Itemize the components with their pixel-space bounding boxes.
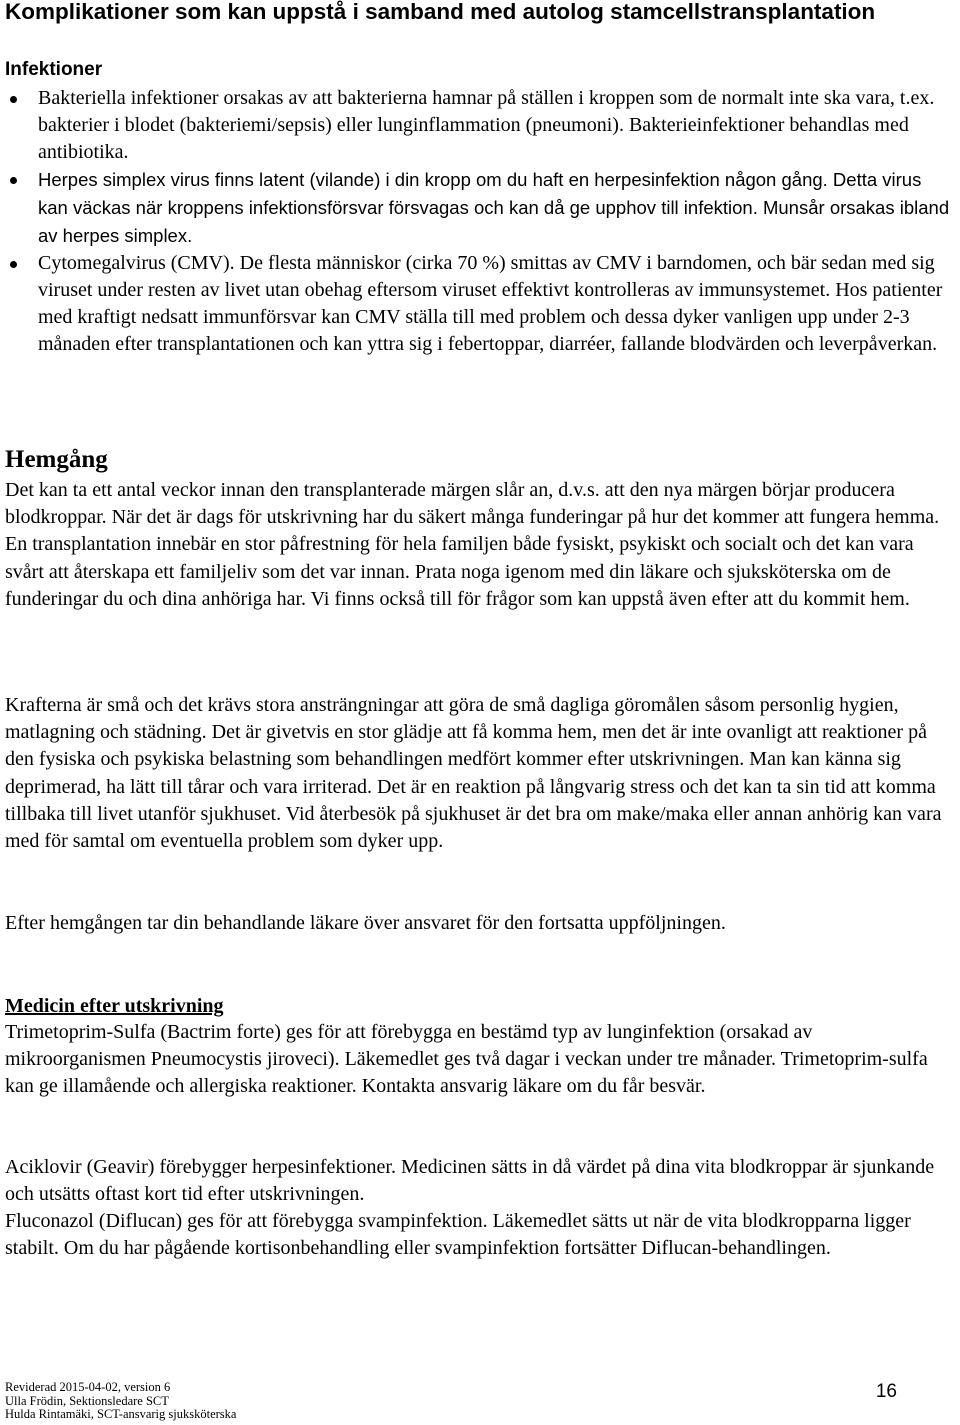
page-number: 16 (875, 1381, 897, 1402)
bullet-icon (10, 261, 17, 268)
medicin-paragraph: Trimetoprim-Sulfa (Bactrim forte) ges för att förebygga en bestämd typ av lunginfektion (orsakad av mikroorganismen Pneumocystis jiroveci). Läkemedlet ges två dagar i veckan under tre månader. Trimetoprim-sulfa kan ge illamående och allergiska reaktioner. Kontakta ansvarig läkare om du får besvär. (5, 1021, 928, 1098)
document-title: Komplikationer som kan uppstå i samband med autolog stamcellstransplantation (5, 0, 876, 24)
infektioner-bullet-list (0, 85, 950, 358)
footer-revision: Reviderad 2015-04-02, version 6 (5, 1380, 171, 1394)
bullet-text: Cytomegalvirus (CMV). De flesta människor (cirka 70 %) smittas av CMV i barndomen, och bär sedan med sig viruset under resten av livet utan obehag eftersom viruset effektivt kontrolleras av immunsystemet. Hos patienter med kraftigt nedsatt immunförsvar kan CMV ställa till med problem och dessa dyker vanligen upp under 2-3 månaden efter transplantationen och kan yttra sig i febertoppar, diarréer, fallande blodvärden och leverpåverkan. (38, 252, 943, 355)
bullet-item-bakterier (0, 85, 950, 166)
medicin-paragraph: Aciklovir (Geavir) förebygger herpesinfektioner. Medicinen sätts in då värdet på dina vita blodkroppar är sjunkande och utsätts oftast kort tid efter utskrivningen. (5, 1156, 935, 1206)
bullet-icon (10, 96, 17, 103)
section-heading-medicin: Medicin efter utskrivning (5, 995, 224, 1017)
footer-author: Ulla Frödin, Sektionsledare SCT (5, 1393, 169, 1408)
bullet-item-cmv (0, 250, 950, 358)
medicin-paragraph: Fluconazol (Diflucan) ges för att förebygga svampinfektion. Läkemedlet sätts ut när de vita blodkropparna ligger stabilt. Om du har pågående kortisonbehandling eller svampinfektion fortsätter Diflucan-behandlingen. (5, 1210, 911, 1260)
bullet-text: Bakteriella infektioner orsakas av att bakterierna hamnar på ställen i kroppen som de normalt inte ska vara, t.ex. bakterier i blodet (bakteriemi/sepsis) eller lunginflammation (pneumoni). Bakterieinfektioner behandlas med antibiotika. (38, 87, 935, 163)
bullet-text: Herpes simplex virus finns latent (vilande) i din kropp om du haft en herpesinfektion någon gång. Detta virus kan väckas när kroppens infektionsförsvar försvagas och kan då ge upphov till infektion. Munsår orsakas ibland av herpes simplex. (38, 169, 950, 246)
section-heading-hemgang: Hemgång (5, 446, 108, 473)
footer-author: Hulda Rintamäki, SCT-ansvarig sjuksköterska (5, 1407, 237, 1421)
footer (5, 1381, 236, 1422)
hemgang-paragraph: Krafterna är små och det krävs stora ansträngningar att göra de små dagliga göromålen såsom personlig hygien, matlagning och städning. Det är givetvis en stor glädje att få komma hem, men det är inte ovanligt att reaktioner på den fysiska och psykiska belastning som behandlingen medfört kommer efter utskrivningen. Man kan känna sig deprimerad, ha lätt till tårar och vara irriterad. Det är en reaktion på långvarig stress och det kan ta sin tid att komma tillbaka till livet utanför sjukhuset. Vid återbesök på sjukhuset är det bra om make/maka eller annan anhörig kan vara med för samtal om eventuella problem som dyker upp. (5, 694, 942, 853)
hemgang-paragraph: Efter hemgången tar din behandlande läkare över ansvaret för den fortsatta uppföljningen. (5, 912, 726, 934)
hemgang-paragraph: Det kan ta ett antal veckor innan den transplanterade märgen slår an, d.v.s. att den nya märgen börjar producera blodkroppar. När det är dags för utskrivning har du säkert många funderingar på hur det kommer att fungera hemma. En transplantation innebär en stor påfrestning för hela familjen både fysiskt, psykiskt och socialt och det kan vara svårt att återskapa ett familjeliv som det var innan. Prata noga igenom med din läkare och sjuksköterska om de funderingar du och dina anhöriga har. Vi finns också till för frågor som kan uppstå även efter att du kommit hem. (5, 479, 940, 610)
section-heading-infektioner: Infektioner (5, 59, 103, 80)
bullet-item-herpes (0, 166, 950, 250)
bullet-icon (10, 177, 17, 184)
